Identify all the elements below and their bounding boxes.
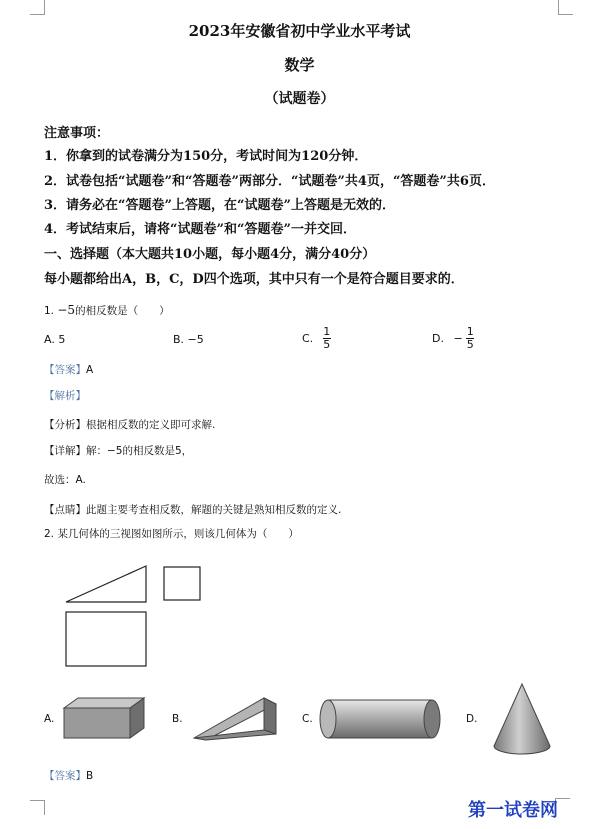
q2-option-d-label: D.	[466, 713, 478, 725]
q1-text: 的相反数是（ ）	[75, 305, 170, 317]
answer-tag: 【答案】	[44, 770, 86, 782]
q1-option-b: B. −5	[173, 333, 204, 346]
wedge-back-face	[264, 698, 276, 734]
section-instruction: 每小题都给出A，B，C，D四个选项，其中只有一个是符合题目要求的．	[44, 272, 464, 287]
q1-stem	[44, 303, 170, 318]
dianjing-text: 此题主要考查相反数，解题的关键是熟知相反数的定义.	[86, 504, 342, 516]
notice-heading: 注意事项：	[44, 126, 110, 141]
section-header: 一、选择题（本大题共10小题，每小题4分，满分40分）	[44, 247, 376, 262]
q2-option-b-label: B.	[172, 713, 183, 725]
q1-conclusion: 故选：A.	[44, 474, 86, 486]
paper-type: （试题卷）	[264, 91, 335, 107]
notice-item-1: 1．你拿到的试卷满分为150分，考试时间为120分钟．	[44, 149, 368, 164]
exam-title: 2023年安徽省初中学业水平考试	[188, 22, 411, 40]
q1-option-c-denominator: 5	[323, 338, 331, 351]
cylinder-right-end	[424, 700, 440, 738]
q1-option-c-fraction	[323, 326, 331, 351]
q1-option-c-numerator: 1	[323, 325, 331, 338]
q1-dianjing	[44, 502, 341, 517]
corner-mark-top-right	[558, 0, 573, 15]
q1-number: 1.	[44, 305, 55, 317]
corner-mark-bottom-left	[30, 800, 45, 815]
cylinder-left-end	[320, 700, 336, 738]
q1-option-d-numerator: 1	[466, 325, 474, 338]
q1-option-d-sign: −	[453, 332, 463, 345]
q1-fenxi	[44, 417, 215, 432]
q2-answer-value: B	[86, 770, 94, 782]
q1-option-d	[432, 326, 474, 351]
notice-item-3: 3．请务必在“答题卷”上答题，在“试题卷”上答题是无效的．	[44, 198, 395, 213]
top-view-rectangle	[66, 612, 146, 666]
dianjing-tag: 【点睛】	[44, 504, 86, 516]
three-view-diagram	[60, 560, 220, 670]
q1-answer-value: A	[86, 364, 94, 376]
side-view-square	[164, 567, 200, 600]
xiangjie-tag: 【详解】	[44, 445, 86, 457]
q2-option-c-cylinder	[318, 696, 444, 742]
xiangjie-text: 解：−5的相反数是5，	[86, 445, 193, 457]
notice-item-2: 2．试卷包括“试题卷”和“答题卷”两部分．“试题卷”共4页，“答题卷”共6页．	[44, 174, 495, 189]
q1-option-c-label: C.	[302, 332, 314, 345]
q2-option-b-wedge	[190, 694, 286, 742]
watermark: 第一试卷网	[468, 800, 558, 821]
q1-value: −5	[57, 303, 76, 317]
cuboid-front-face	[64, 708, 130, 738]
fenxi-tag: 【分析】	[44, 419, 86, 431]
corner-mark-top-left	[30, 0, 45, 15]
notice-item-4: 4．考试结束后，请将“试题卷”和“答题卷”一并交回．	[44, 222, 356, 237]
front-view-triangle	[66, 566, 146, 602]
cone-surface	[494, 684, 550, 754]
q2-option-d-cone	[488, 680, 556, 758]
q1-option-d-fraction	[466, 326, 474, 351]
q1-option-d-label: D.	[432, 332, 444, 345]
q2-stem: 2. 某几何体的三视图如图所示，则该几何体为（ ）	[44, 528, 299, 540]
q1-option-a: A. 5	[44, 333, 66, 346]
cylinder-body	[328, 700, 432, 738]
q2-option-c-label: C.	[302, 713, 313, 725]
q2-option-a-label: A.	[44, 713, 55, 725]
q2-option-a-cuboid	[60, 694, 148, 742]
q2-answer	[44, 768, 93, 783]
exam-subject: 数学	[284, 56, 315, 74]
q1-answer	[44, 362, 93, 377]
q1-option-c	[302, 326, 331, 351]
q1-xiangjie	[44, 443, 192, 458]
q1-option-d-denominator: 5	[466, 338, 474, 351]
q1-analysis-tag: 【解析】	[44, 390, 86, 402]
answer-tag: 【答案】	[44, 364, 86, 376]
fenxi-text: 根据相反数的定义即可求解.	[86, 419, 216, 431]
